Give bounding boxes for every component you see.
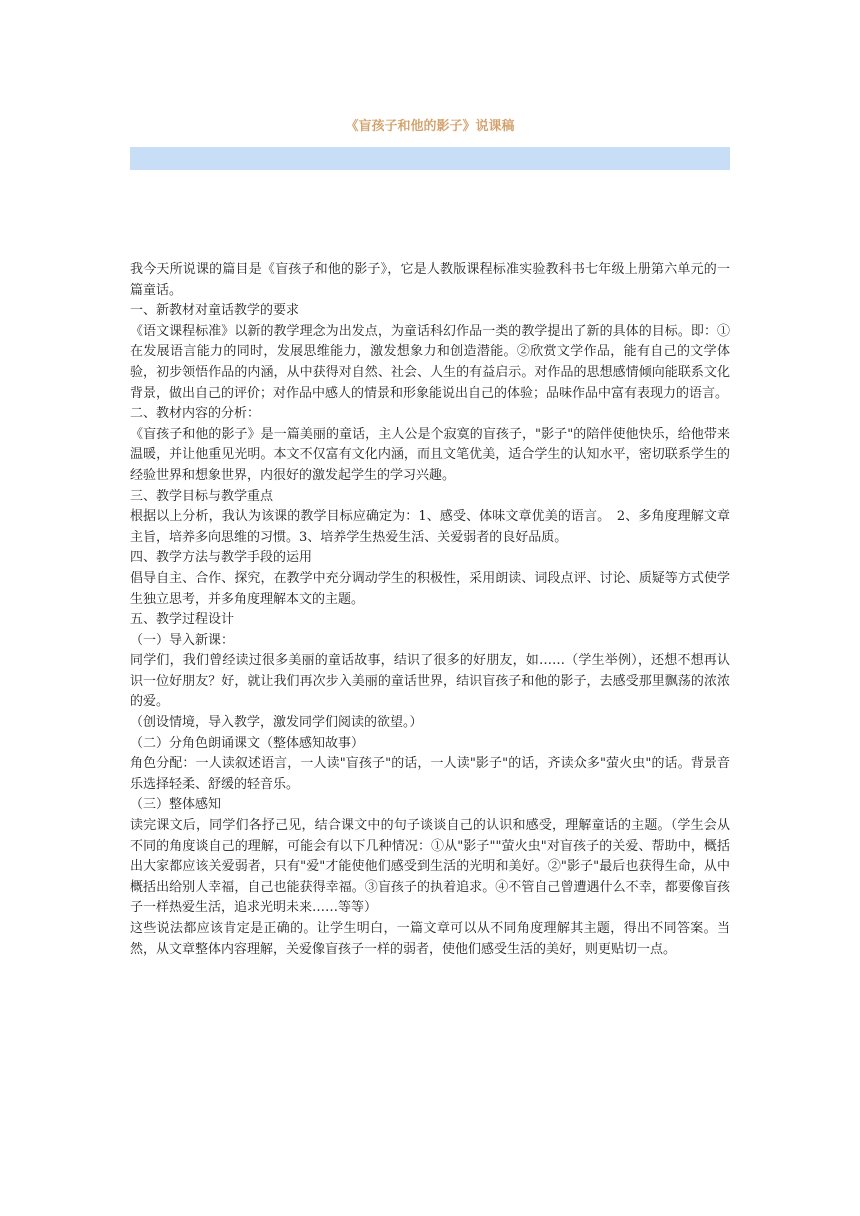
section-heading-3: 三、教学目标与教学重点 (130, 488, 274, 504)
subheading-intro-lesson: （一）导入新课： (130, 632, 235, 648)
paragraph-conclusion: 这些说法都应该肯定是正确的。让学生明白，一篇文章可以从不同角度理解其主题，得出不同答案。当然，从文章整体内容理解，关爱像盲孩子一样的弱者，使他们感受生活的美好，则更贴切一点。 (130, 921, 730, 957)
paragraph-methods: 倡导自主、合作、探究，在教学中充分调动学生的积极性，采用朗读、词段点评、讨论、质疑等方式使学生独立思考，并多角度理解本文的主题。 (130, 570, 730, 607)
paragraph-content-analysis: 《盲孩子和他的影子》是一篇美丽的童话，主人公是个寂寞的盲孩子，"影子"的陪伴使他快乐，给他带来温暖，并让他重见光明。本文不仅富有文化内涵，而且文笔优美，适合学生的认知水平，密切联系学生的经验世界和想象世界，内很好的激发起学生的学习兴趣。 (130, 426, 730, 483)
document-title: 《盲孩子和他的影子》说课稿 (345, 119, 515, 134)
section-heading-5: 五、教学过程设计 (130, 612, 235, 628)
paragraph-intro: 我今天所说课的篇目是《盲孩子和他的影子》，它是人教版课程标准实验教科书七年级上册第六单元的一篇童话。 (130, 262, 730, 298)
paragraph-intro-lesson: 同学们，我们曾经读过很多美丽的童话故事，结识了很多的好朋友，如……（学生举例），还想不想再认识一位好朋友？好，就让我们再次步入美丽的童话世界，结识盲孩子和他的影子，去感受那里飘荡的浓浓的爱。 (130, 653, 730, 710)
subheading-role-reading: （二）分角色朗诵课文（整体感知故事） (130, 735, 365, 751)
paragraph-overall: 读完课文后，同学们各抒己见，结合课文中的句子谈谈自己的认识和感受，理解童话的主题。（学生会从不同的角度谈自己的理解，可能会有以下几种情况：①从"影子""萤火虫"对盲孩子的关爱、帮助中，概括出大家都应该关爱弱者，只有"爱"才能使他们感受到生活的光明和美好。②"影子"最后也获得生命，从中概括出给别人幸福，自己也能获得幸福。③盲孩子的执着追求。④不管自己曾遭遇什么不幸，都要像盲孩子一样热爱生活，追求光明未来……等等） (130, 818, 730, 916)
paragraph-goals: 根据以上分析，我认为该课的教学目标应确定为：1、感受、体味文章优美的语言。 2、多角度理解文章主旨，培养多向思维的习惯。3、培养学生热爱生活、关爱弱者的良好品质。 (130, 509, 730, 545)
section-heading-1: 一、新教材对童话教学的要求 (130, 303, 300, 319)
paragraph-intro-note: （创设情境，导入教学，激发同学们阅读的欲望。） (130, 715, 423, 731)
title-divider-bar (130, 147, 730, 170)
document-body (130, 260, 744, 960)
section-heading-4: 四、教学方法与教学手段的运用 (130, 550, 313, 566)
section-heading-2: 二、教材内容的分析： (130, 406, 261, 422)
subheading-overall: （三）整体感知 (130, 797, 222, 813)
paragraph-role-reading: 角色分配：一人读叙述语言，一人读"盲孩子"的话，一人读"影子"的话，齐读众多"萤火虫"的话。背景音乐选择轻柔、舒缓的轻音乐。 (130, 756, 730, 792)
paragraph-standards: 《语文课程标准》以新的教学理念为出发点，为童话科幻作品一类的教学提出了新的具体的目标。即：① 在发展语言能力的同时，发展思维能力，激发想象力和创造潜能。②欣赏文学作品，能有自己的文学体验，初步领悟作品的内涵，从中获得对自然、社会、人生的有益启示。对作品的思想感情倾向能联系文化背景，做出自己的评价；对作品中感人的情景和形象能说出自己的体验；品味作品中富有表现力的语言。 (130, 323, 744, 401)
